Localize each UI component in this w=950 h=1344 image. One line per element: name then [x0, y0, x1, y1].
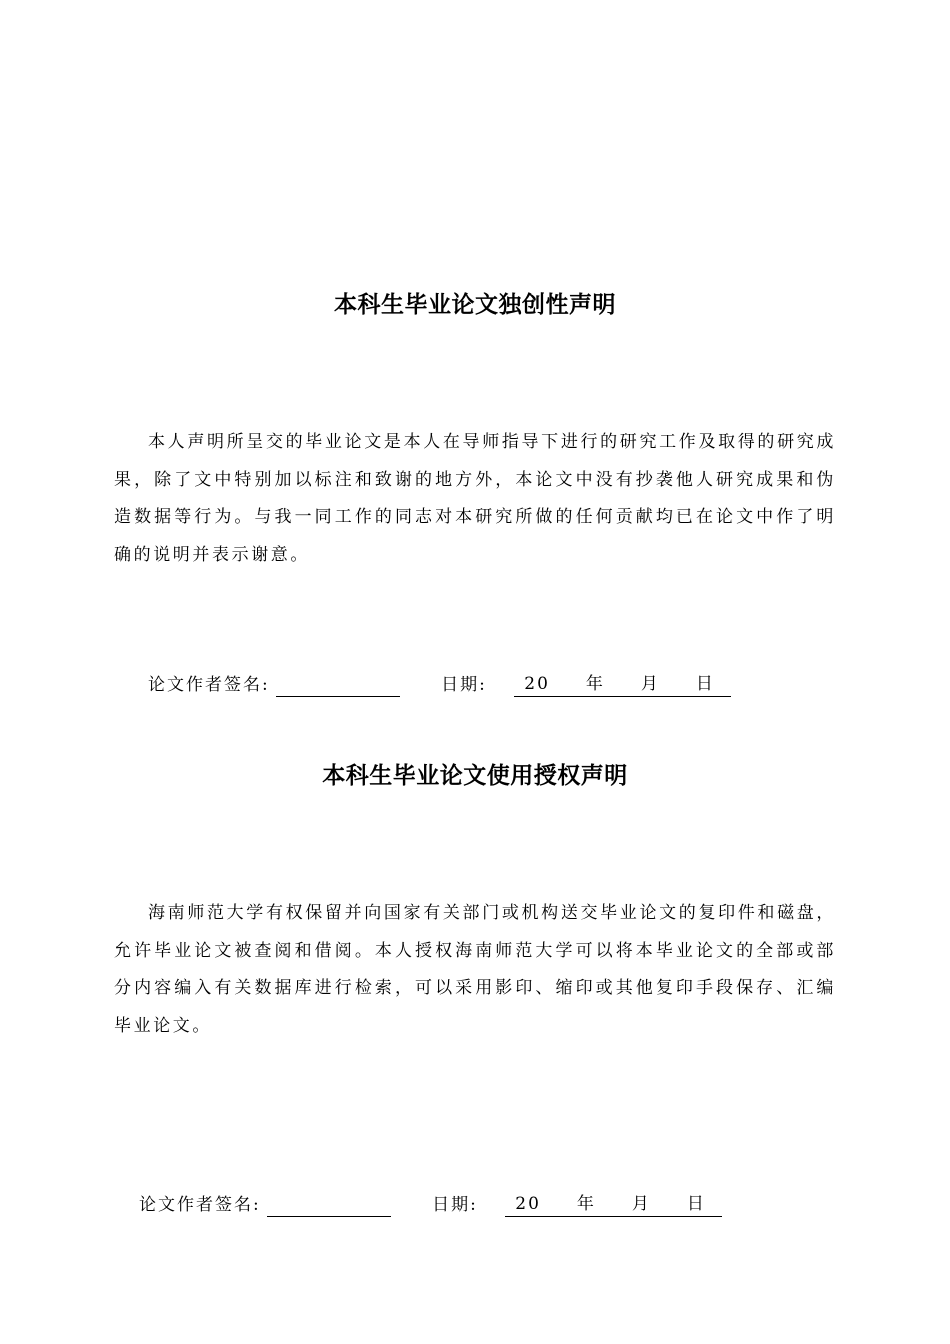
date-day-unit: 日: [695, 674, 715, 694]
date-field[interactable]: [505, 1192, 722, 1217]
date-label: 日期:: [432, 1195, 478, 1215]
date-year: 20: [524, 674, 550, 694]
date-month-unit: 月: [631, 1194, 651, 1214]
authorization-declaration-body: 海南师范大学有权保留并向国家有关部门或机构送交毕业论文的复印件和磁盘，允许毕业论文被查阅和借阅。本人授权海南师范大学可以将本毕业论文的全部或部分内容编入有关数据库进行检索，可以采用影印、缩印或其他复印手段保存、汇编毕业论文。: [114, 903, 836, 1036]
date-year-unit: 年: [576, 1194, 596, 1214]
authorization-signature-row: [139, 1192, 722, 1216]
signature-label: 论文作者签名:: [139, 1195, 261, 1215]
signature-field[interactable]: [276, 678, 400, 697]
signature-field[interactable]: [267, 1198, 391, 1217]
originality-signature-row: [148, 672, 731, 696]
originality-declaration-title: 本科生毕业论文独创性声明: [334, 292, 616, 318]
originality-declaration-body: 本人声明所呈交的毕业论文是本人在导师指导下进行的研究工作及取得的研究成果，除了文中特别加以标注和致谢的地方外，本论文中没有抄袭他人研究成果和伪造数据等行为。与我一同工作的同志对本研究所做的任何贡献均已在论文中作了明确的说明并表示谢意。: [114, 432, 836, 565]
date-month-unit: 月: [640, 674, 660, 694]
signature-label: 论文作者签名:: [148, 675, 270, 695]
date-label: 日期:: [441, 675, 487, 695]
date-day-unit: 日: [686, 1194, 706, 1214]
authorization-declaration-title: 本科生毕业论文使用授权声明: [322, 763, 628, 789]
date-year: 20: [515, 1194, 541, 1214]
date-year-unit: 年: [585, 674, 605, 694]
date-field[interactable]: [514, 672, 731, 697]
